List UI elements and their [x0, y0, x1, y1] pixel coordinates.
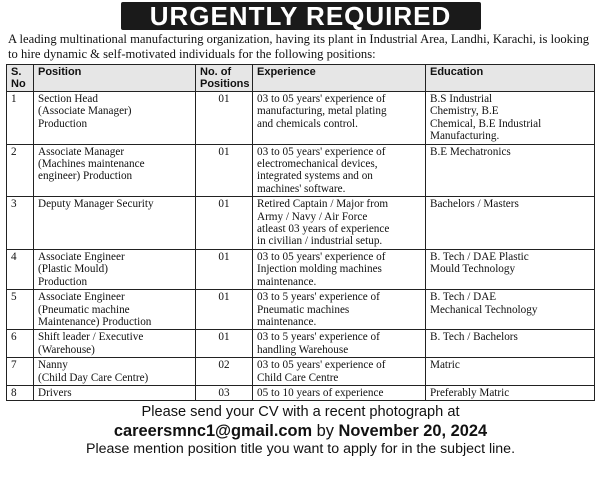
cell-sno: 1 [7, 92, 34, 145]
table-row [7, 197, 595, 250]
table-row [7, 330, 595, 358]
table-row [7, 290, 595, 330]
cell-position: Deputy Manager Security [34, 197, 196, 250]
cell-education: B. Tech / Bachelors [426, 330, 595, 358]
cell-sno: 6 [7, 330, 34, 358]
table-row [7, 144, 595, 197]
cell-education: Preferably Matric [426, 385, 595, 400]
cell-count: 01 [196, 330, 253, 358]
intro-paragraph: A leading multinational manufacturing organization, having its plant in Industrial Area, Landhi, Karachi, is looking to hire dynamic & self-motivated individuals for the following positions: [8, 32, 590, 61]
cell-experience: 05 to 10 years of experience [253, 385, 426, 400]
cell-position: Associate Engineer (Plastic Mould) Production [34, 249, 196, 289]
cell-position: Associate Engineer (Pneumatic machine Maintenance) Production [34, 290, 196, 330]
cell-count: 01 [196, 144, 253, 197]
cell-sno: 5 [7, 290, 34, 330]
cell-count: 03 [196, 385, 253, 400]
table-row [7, 385, 595, 400]
cell-position: Section Head (Associate Manager) Production [34, 92, 196, 145]
header-experience: Experience [253, 65, 426, 92]
cell-sno: 4 [7, 249, 34, 289]
cell-experience: 03 to 05 years' experience of Injection molding machines maintenance. [253, 249, 426, 289]
contact-email: careersmnc1@gmail.com [113, 422, 313, 441]
ad-title: URGENTLY REQUIRED [121, 2, 481, 30]
cv-instruction: Please send your CV with a recent photograph at [141, 404, 460, 421]
cell-experience: 03 to 5 years' experience of handling Warehouse [253, 330, 426, 358]
subject-instruction: Please mention position title you want to apply for in the subject line. [85, 441, 516, 458]
header-education: Education [426, 65, 595, 92]
cell-sno: 3 [7, 197, 34, 250]
cell-count: 01 [196, 249, 253, 289]
deadline-date: November 20, 2024 [338, 422, 488, 441]
positions-table [6, 64, 595, 401]
cell-experience: Retired Captain / Major from Army / Navy / Air Force atleast 03 years of experience in civilian / industrial setup. [253, 197, 426, 250]
contact-line [6, 421, 595, 441]
cell-count: 01 [196, 290, 253, 330]
cell-sno: 2 [7, 144, 34, 197]
by-word: by [316, 422, 334, 441]
cell-count: 01 [196, 197, 253, 250]
cell-position: Nanny (Child Day Care Centre) [34, 358, 196, 386]
header-position: Position [34, 65, 196, 92]
header-count: No. of Positions [196, 65, 253, 92]
table-row [7, 358, 595, 386]
cell-position: Associate Manager (Machines maintenance engineer) Production [34, 144, 196, 197]
cell-position: Drivers [34, 385, 196, 400]
cell-education: B.S Industrial Chemistry, B.E Chemical, B.E Industrial Manufacturing. [426, 92, 595, 145]
cell-experience: 03 to 05 years' experience of electromechanical devices, integrated systems and on machines' software. [253, 144, 426, 197]
cell-count: 01 [196, 92, 253, 145]
cell-education: B.E Mechatronics [426, 144, 595, 197]
table-header-row [7, 65, 595, 92]
cell-count: 02 [196, 358, 253, 386]
application-instructions [6, 404, 595, 458]
cell-experience: 03 to 5 years' experience of Pneumatic machines maintenance. [253, 290, 426, 330]
cell-experience: 03 to 05 years' experience of manufacturing, metal plating and chemicals control. [253, 92, 426, 145]
cell-sno: 7 [7, 358, 34, 386]
cell-education: Matric [426, 358, 595, 386]
header-sno: S. No [7, 65, 34, 92]
cell-education: B. Tech / DAE Mechanical Technology [426, 290, 595, 330]
cell-experience: 03 to 05 years' experience of Child Care Centre [253, 358, 426, 386]
cell-sno: 8 [7, 385, 34, 400]
cell-education: Bachelors / Masters [426, 197, 595, 250]
cell-position: Shift leader / Executive (Warehouse) [34, 330, 196, 358]
table-row [7, 92, 595, 145]
cell-education: B. Tech / DAE Plastic Mould Technology [426, 249, 595, 289]
table-row [7, 249, 595, 289]
